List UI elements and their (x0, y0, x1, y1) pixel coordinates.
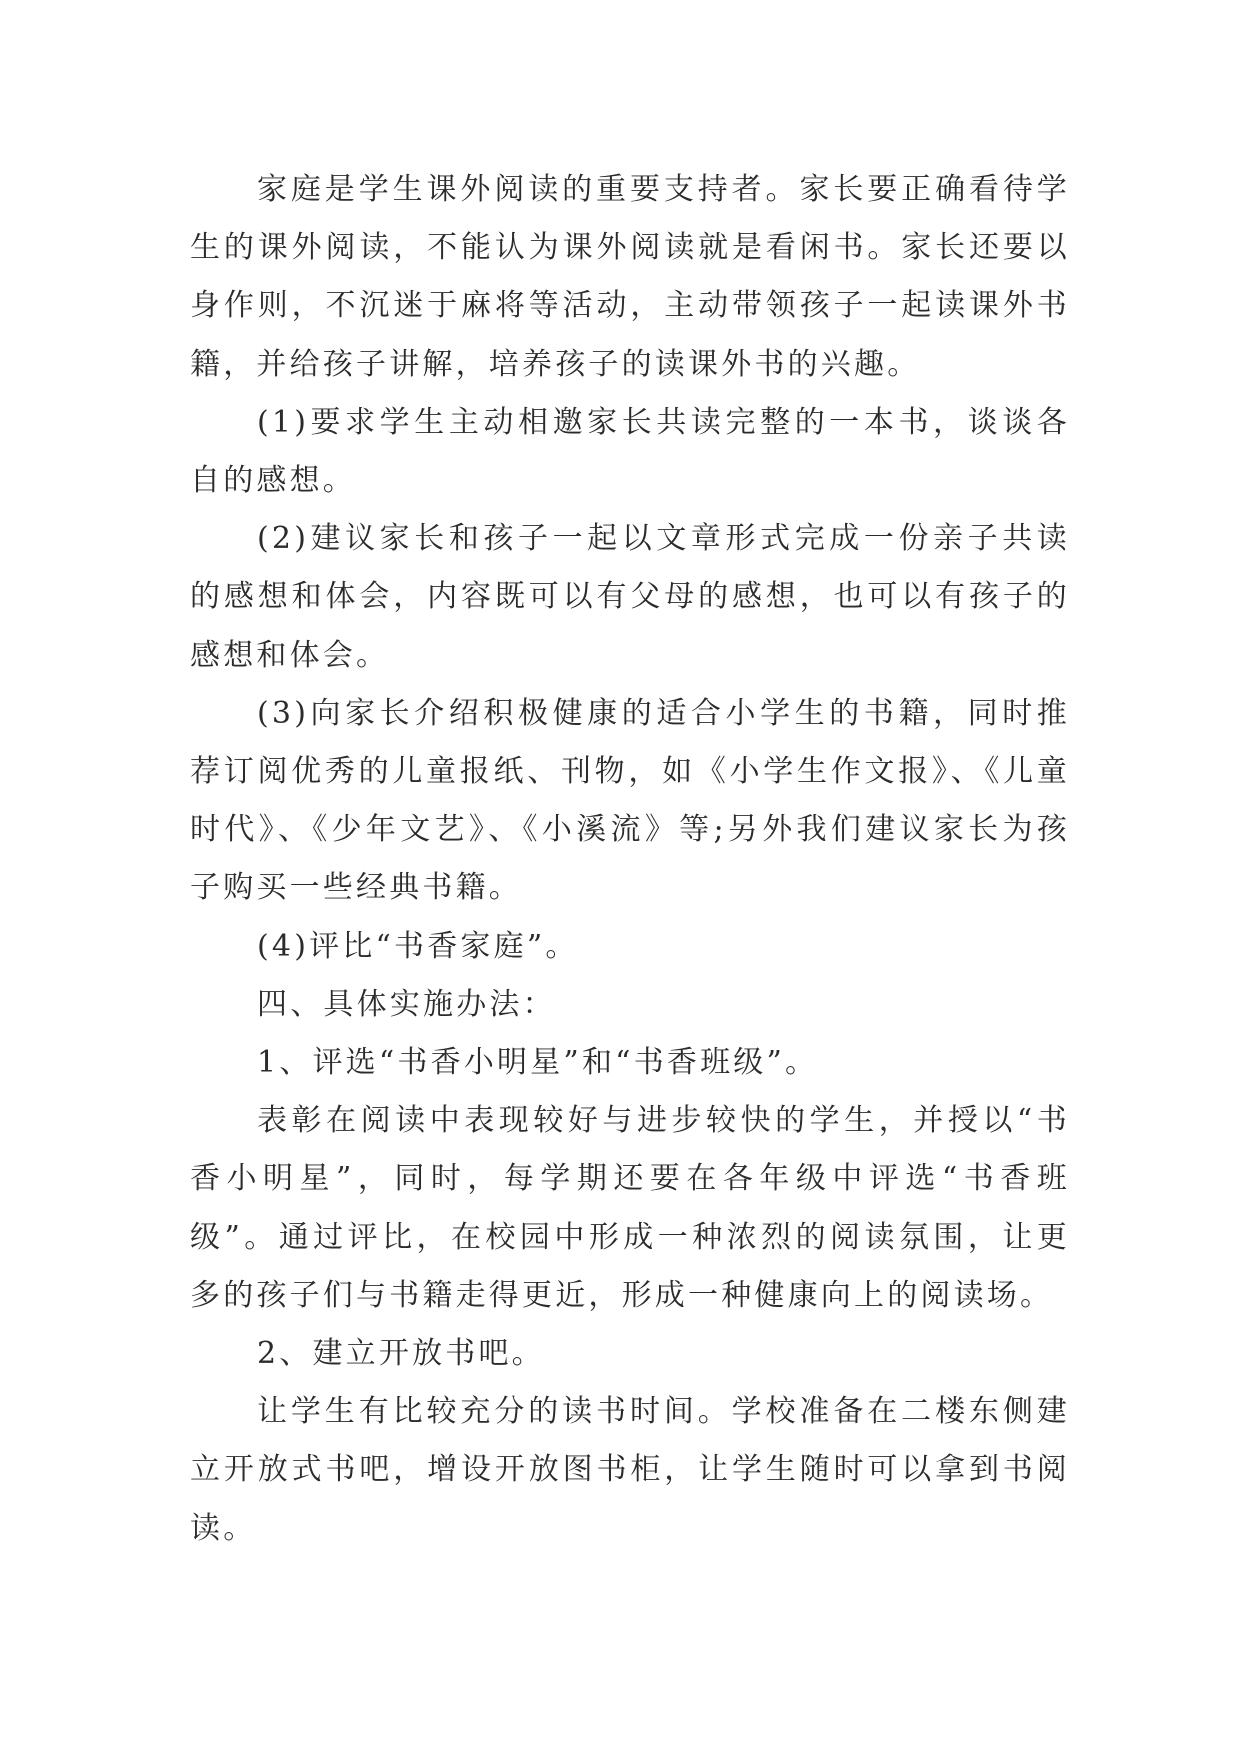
paragraph-item-4: (4)评比“书香家庭”。 (257, 928, 579, 964)
subheading-selection: 1、评选“书香小明星”和“书香班级”。 (257, 1045, 819, 1081)
paragraph-item-2: (2)建议家长和孩子一起以文章形式完成一份亲子共读的感想和体会，内容既可以有父母的感想，也可以有孩子的感想和体会。 (190, 521, 1070, 673)
section-heading-implementation: 四、具体实施办法： (257, 986, 556, 1022)
paragraph-item-1: (1)要求学生主动相邀家长共读完整的一本书，谈谈各自的感想。 (190, 404, 1070, 499)
paragraph-selection-detail: 表彰在阅读中表现较好与进步较快的学生，并授以“书香小明星”，同时，每学期还要在各年级中评选“书香班级”。通过评比，在校园中形成一种浓烈的阅读氛围，让更多的孩子们与书籍走得更近，形成一种健康向上的阅读场。 (190, 1103, 1070, 1313)
paragraph-item-3: (3)向家长介绍积极健康的适合小学生的书籍，同时推荐订阅优秀的儿童报纸、刊物，如《小学生作文报》、《儿童时代》、《少年文艺》、《小溪流》等;另外我们建议家长为孩子购买一些经典书籍。 (190, 695, 1070, 906)
subheading-open-book-bar: 2、建立开放书吧。 (257, 1336, 545, 1372)
paragraph-family-support: 家庭是学生课外阅读的重要支持者。家长要正确看待学生的课外阅读，不能认为课外阅读就是看闲书。家长还要以身作则，不沉迷于麻将等活动，主动带领孩子一起读课外书籍，并给孩子讲解，培养孩子的读课外书的兴趣。 (190, 172, 1070, 382)
paragraph-book-bar-detail: 让学生有比较充分的读书时间。学校准备在二楼东侧建立开放式书吧，增设开放图书柜，让学生随时可以拿到书阅读。 (190, 1394, 1070, 1546)
document-body (190, 161, 1070, 1558)
